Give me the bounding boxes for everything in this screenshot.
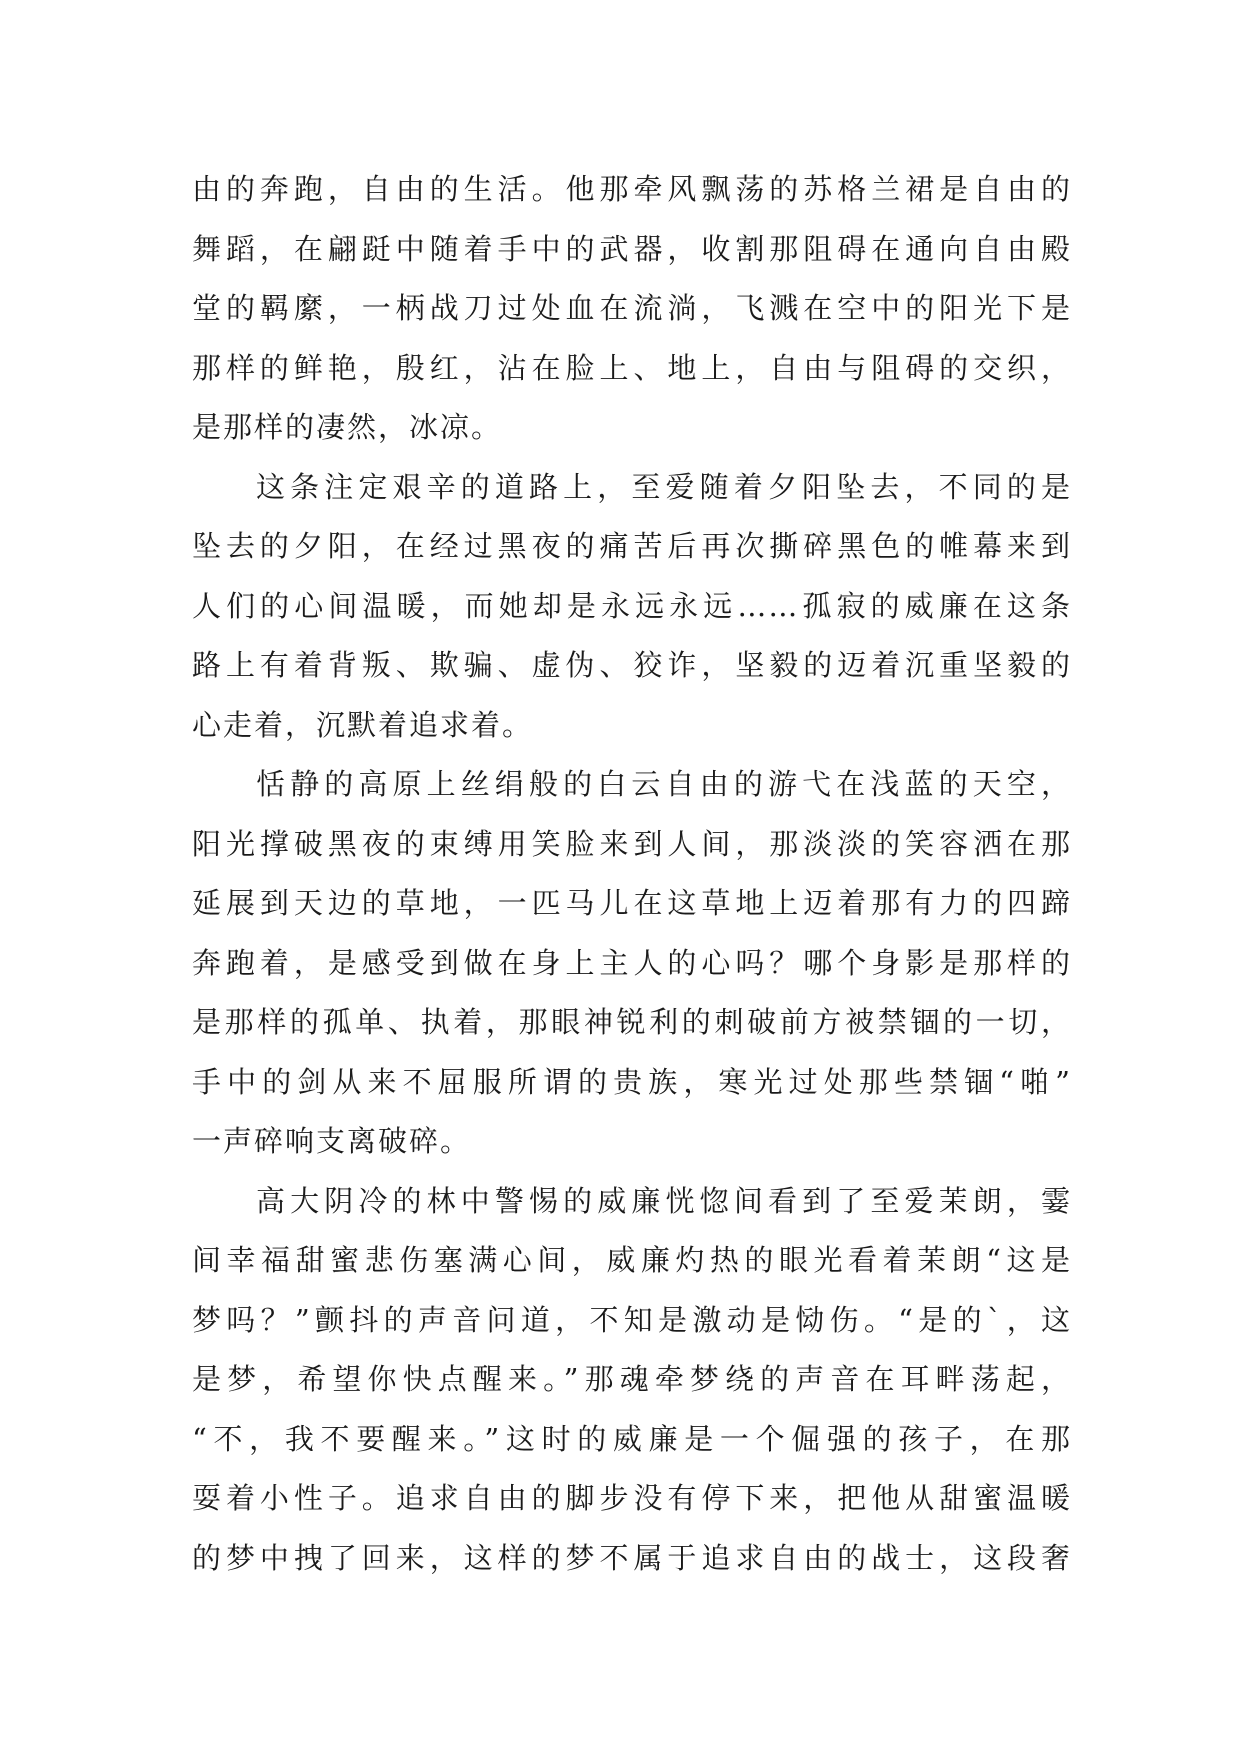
body-text xyxy=(192,160,1072,1588)
text-line: 间幸福甜蜜悲伤塞满心间，威廉灼热的眼光看着茉朗“这是 xyxy=(192,1243,1072,1277)
paragraph-first-line: 这条注定艰辛的道路上，至爱随着夕阳坠去，不同的是 xyxy=(256,469,1072,504)
paragraph-first-line: 恬静的高原上丝绢般的白云自由的游弋在浅蓝的天空， xyxy=(256,767,1072,801)
text-line: 延展到天边的草地，一匹马儿在这草地上迈着那有力的四蹄 xyxy=(192,886,1072,920)
text-line: 耍着小性子。追求自由的脚步没有停下来，把他从甜蜜温暖 xyxy=(192,1481,1072,1515)
text-line: 是梦，希望你快点醒来。”那魂牵梦绕的声音在耳畔荡起， xyxy=(192,1362,1072,1396)
text-line: 手中的剑从来不屈服所谓的贵族，寒光过处那些禁锢“啪” xyxy=(192,1064,1072,1099)
text-line: 心走着，沉默着追求着。 xyxy=(192,707,534,742)
text-line: 阳光撑破黑夜的束缚用笑脸来到人间，那淡淡的笑容洒在那 xyxy=(192,826,1072,861)
text-line: 人们的心间温暖，而她却是永远永远……孤寂的威廉在这条 xyxy=(192,588,1072,623)
paragraph-first-line: 高大阴冷的林中警惕的威廉恍惚间看到了至爱茉朗，霎 xyxy=(256,1183,1072,1218)
text-line: 那样的鲜艳，殷红，沾在脸上、地上，自由与阻碍的交织， xyxy=(192,350,1072,385)
text-line: 是那样的孤单、执着，那眼神锐利的刺破前方被禁锢的一切， xyxy=(192,1005,1072,1039)
text-line: 梦吗？”颤抖的声音问道，不知是激动是恸伤。“是的`，这 xyxy=(192,1302,1072,1337)
text-line: 坠去的夕阳，在经过黑夜的痛苦后再次撕碎黑色的帷幕来到 xyxy=(192,529,1072,563)
text-line: “不，我不要醒来。”这时的威廉是一个倔强的孩子，在那 xyxy=(192,1421,1072,1456)
text-line: 是那样的凄然，冰凉。 xyxy=(192,410,503,444)
text-line: 由的奔跑，自由的生活。他那牵风飘荡的苏格兰裙是自由的 xyxy=(192,172,1072,206)
text-line: 奔跑着，是感受到做在身上主人的心吗？哪个身影是那样的 xyxy=(192,945,1072,980)
text-line: 堂的羁縻，一柄战刀过处血在流淌，飞溅在空中的阳光下是 xyxy=(192,291,1072,325)
text-line: 路上有着背叛、欺骗、虚伪、狡诈，坚毅的迈着沉重坚毅的 xyxy=(192,648,1072,682)
text-line: 一声碎响支离破碎。 xyxy=(192,1124,472,1158)
text-line: 舞蹈，在翩跹中随着手中的武器，收割那阻碍在通向自由殿 xyxy=(192,231,1072,266)
text-line: 的梦中拽了回来，这样的梦不属于追求自由的战士，这段奢 xyxy=(192,1540,1072,1575)
